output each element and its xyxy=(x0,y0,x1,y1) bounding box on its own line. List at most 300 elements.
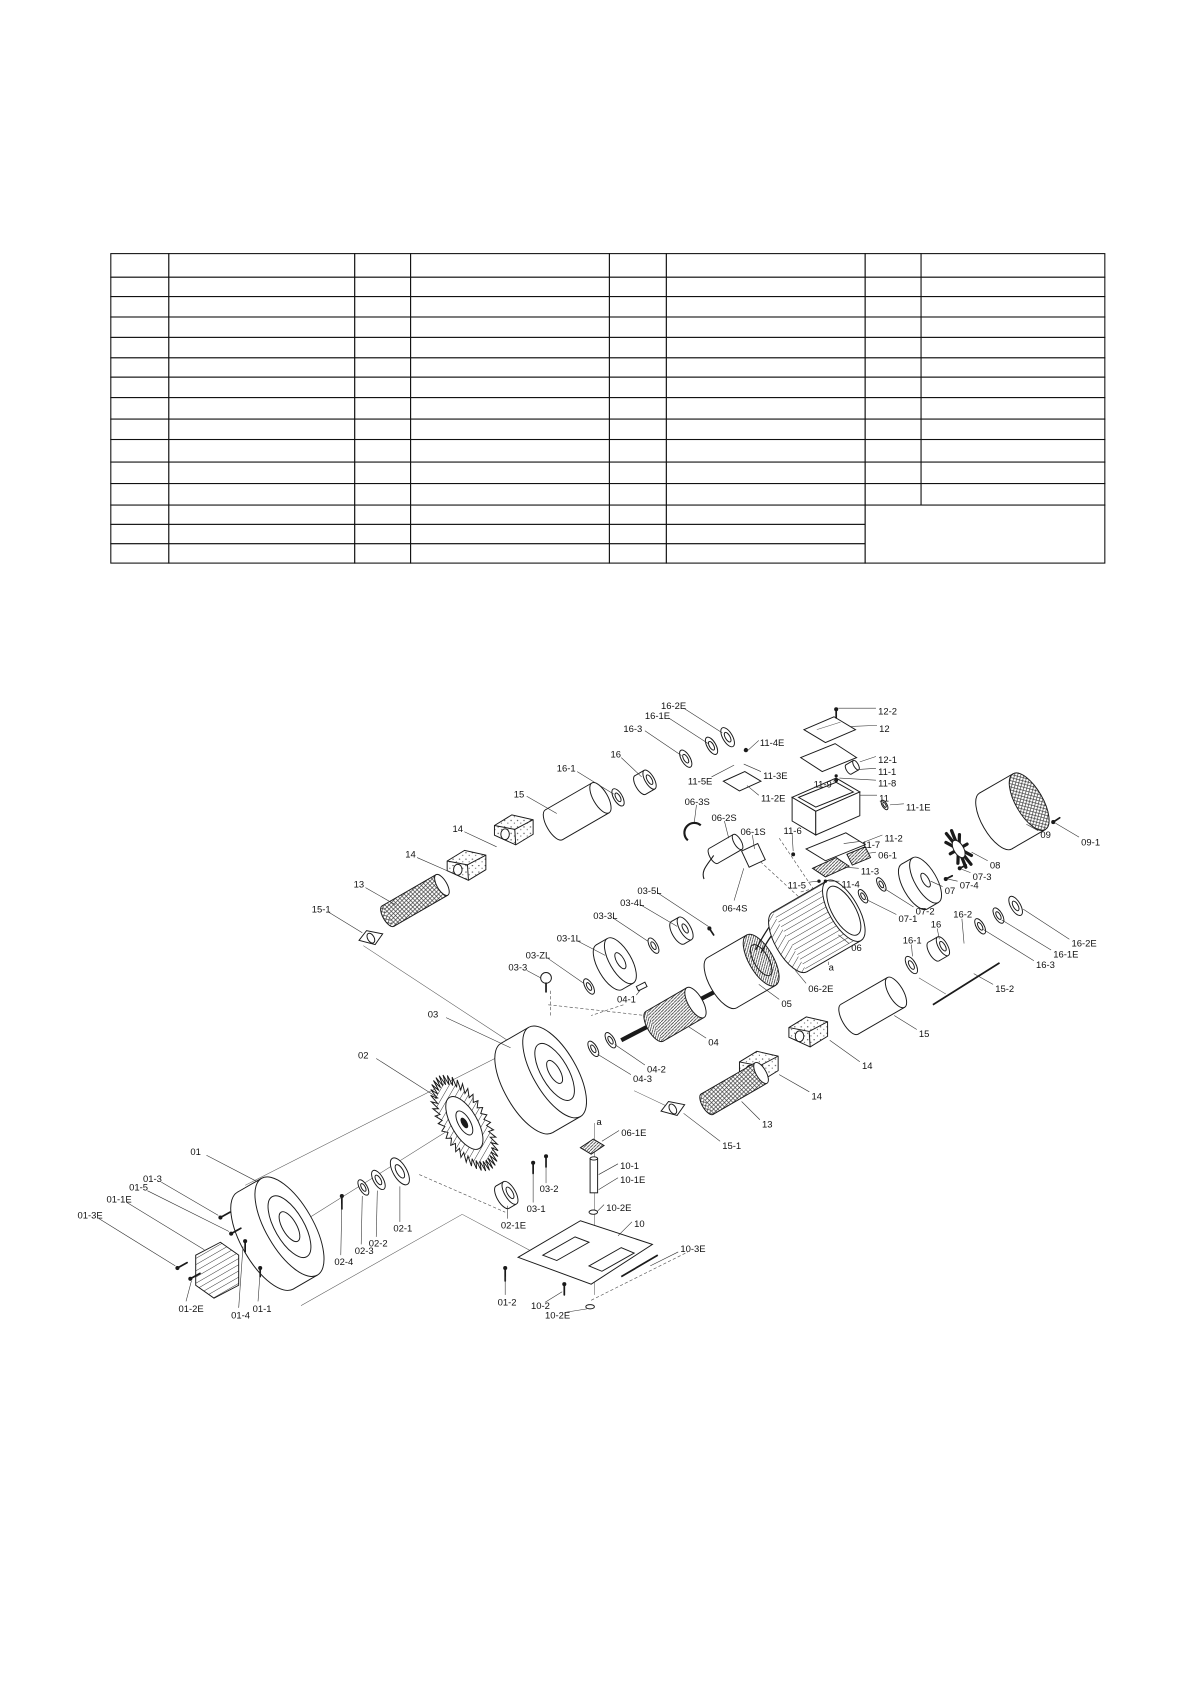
bearing xyxy=(667,915,697,947)
silencer-pipe-lower xyxy=(835,974,911,1038)
leader-line xyxy=(744,764,761,772)
callout-label: 11-2 xyxy=(884,833,903,845)
leader-line xyxy=(127,1202,204,1249)
leader-line xyxy=(839,778,876,780)
table-cell xyxy=(411,317,610,337)
callout-label: 14 xyxy=(452,823,464,835)
table-cell xyxy=(111,297,169,317)
leader-line xyxy=(147,1191,229,1232)
cover-screw-head xyxy=(243,1239,247,1243)
lid-screw xyxy=(834,707,838,718)
table-cell xyxy=(411,377,610,397)
table-cell xyxy=(921,377,1105,397)
table-cell xyxy=(921,398,1105,419)
capacitor-clamp xyxy=(684,823,700,840)
callout-label: 03-3 xyxy=(508,962,528,974)
seal-ring xyxy=(581,977,596,996)
table-cell xyxy=(666,524,865,543)
leader-line xyxy=(845,867,859,868)
table-cell xyxy=(169,524,355,543)
guide-line xyxy=(363,946,513,1045)
table-cell xyxy=(111,505,169,524)
fan-screw-head xyxy=(958,866,962,870)
callout-label: 10-1E xyxy=(620,1175,646,1187)
table-cell xyxy=(169,505,355,524)
callout-label: 14 xyxy=(861,1061,873,1073)
cover-screw-head xyxy=(188,1277,192,1281)
callout-label: 16-2E xyxy=(661,701,687,713)
table-cell xyxy=(111,398,169,419)
silencer-block-upper-port xyxy=(454,864,463,875)
bearing-ring xyxy=(646,936,661,955)
support-rod-top xyxy=(590,1157,598,1160)
table-cell xyxy=(411,337,610,357)
fan-cover-screw-head xyxy=(1051,820,1055,824)
table-cell xyxy=(921,462,1105,483)
callout-label: 11-2E xyxy=(760,793,786,805)
callout-label: 11 xyxy=(879,793,889,805)
table-cell xyxy=(169,484,355,505)
callout-label: 15-2 xyxy=(995,983,1015,995)
table-cell xyxy=(666,484,865,505)
callout-label: 06-4S xyxy=(722,903,748,915)
impeller-screw-head xyxy=(340,1194,344,1198)
leader-line xyxy=(548,959,583,984)
pipe-cap xyxy=(1006,894,1025,917)
leader-line xyxy=(365,888,395,905)
table-cell xyxy=(666,297,865,317)
callout-label: 11-3E xyxy=(763,771,788,783)
leader-line xyxy=(341,1204,342,1256)
terminal-screw xyxy=(791,852,795,856)
table-header-cell xyxy=(111,254,169,278)
leader-line xyxy=(598,1205,604,1211)
table-cell xyxy=(411,419,610,439)
leader-line xyxy=(851,725,877,726)
callout-label: 06-1 xyxy=(878,850,897,862)
base-screw-head xyxy=(562,1282,566,1286)
silencer-block-lower-outline xyxy=(789,1017,828,1047)
cover-screw-head xyxy=(229,1232,233,1236)
guide-line xyxy=(301,1214,462,1305)
callout-label: 06 xyxy=(851,943,862,955)
callout-label: 03-2 xyxy=(539,1183,559,1195)
leader-line xyxy=(621,758,641,777)
table-cell xyxy=(355,544,411,563)
capacitor-bracket xyxy=(742,844,766,868)
leader-line xyxy=(618,1222,632,1236)
table-cell xyxy=(411,544,610,563)
leader-line xyxy=(868,852,876,853)
callout-label: 07-2 xyxy=(915,906,935,918)
table-cell xyxy=(355,398,411,419)
leader-line xyxy=(669,718,709,744)
callout-label: 01-4 xyxy=(231,1310,251,1322)
lock-ring xyxy=(356,1178,371,1197)
silencer-block-lower xyxy=(789,1017,828,1047)
callout-label: 14 xyxy=(811,1091,822,1103)
leader-line xyxy=(186,1281,191,1301)
table-cell xyxy=(921,277,1105,296)
stator xyxy=(697,929,786,1014)
bearing-screw-head xyxy=(707,926,711,930)
table-cell xyxy=(355,419,411,439)
callout-label: 10-1 xyxy=(620,1161,640,1173)
pipe-nipple xyxy=(631,768,659,796)
leader-line xyxy=(859,768,876,769)
callout-label: 16-1E xyxy=(1053,949,1079,961)
table-cell xyxy=(355,317,411,337)
table-cell xyxy=(411,297,610,317)
table-cell xyxy=(169,297,355,317)
table-cell xyxy=(169,462,355,483)
leader-line xyxy=(808,881,818,882)
leader-line xyxy=(830,1040,860,1061)
leader-line xyxy=(866,899,896,914)
callout-label: 11-1E xyxy=(906,802,931,814)
leader-line xyxy=(684,708,723,733)
callout-label: 11-8 xyxy=(878,778,897,790)
cover-screw-head xyxy=(175,1266,179,1270)
leader-line xyxy=(890,804,904,805)
parts-list-table xyxy=(111,254,1105,563)
cover-screw xyxy=(218,1212,230,1219)
callout-label: 03-5L xyxy=(637,886,662,898)
pipe-seal xyxy=(703,735,720,756)
callout-label: 01-2E xyxy=(178,1304,204,1316)
shaft-ring xyxy=(603,1031,618,1050)
callout-label: 15-1 xyxy=(311,904,331,916)
callout-label: 03-1L xyxy=(556,933,581,945)
support-rod xyxy=(590,1158,598,1192)
washer xyxy=(386,1155,413,1188)
callout-label: 16-2E xyxy=(1071,938,1097,950)
table-cell xyxy=(355,462,411,483)
table-header-cell xyxy=(865,254,921,278)
callout-label: 12 xyxy=(879,723,890,735)
leader-line xyxy=(527,970,541,978)
leader-line xyxy=(527,796,557,813)
callout-label: 11-6 xyxy=(783,825,802,837)
callout-label: 01-1E xyxy=(106,1194,132,1206)
silencer-block-upper-port xyxy=(501,829,510,840)
table-cell xyxy=(411,440,610,463)
table-cell xyxy=(111,440,169,463)
spacer-ring xyxy=(369,1168,388,1191)
table-cell xyxy=(865,398,921,419)
callout-label: 16-3 xyxy=(1036,960,1055,972)
table-cell xyxy=(666,317,865,337)
callout-label: 03 xyxy=(427,1009,439,1021)
callout-label: 02-1 xyxy=(393,1223,413,1235)
bearing-seat xyxy=(491,1179,521,1211)
callout-label: 15 xyxy=(918,1029,930,1041)
end-shield xyxy=(892,852,948,914)
table-cell xyxy=(865,297,921,317)
table-cell xyxy=(411,484,610,505)
callout-label: 13 xyxy=(762,1119,773,1131)
leader-line xyxy=(641,905,678,926)
table-cell xyxy=(355,484,411,505)
callout-label: 03-3L xyxy=(593,910,618,922)
table-cell xyxy=(666,419,865,439)
silencer-block-lower-port xyxy=(795,1031,804,1042)
impeller xyxy=(417,1065,511,1181)
table-cell xyxy=(865,440,921,463)
callout-label: 03-4L xyxy=(620,897,645,909)
table-cell xyxy=(609,358,666,377)
terminal-washer xyxy=(824,879,827,882)
silencer-block-upper-outline xyxy=(447,850,486,880)
callout-label: 16-1 xyxy=(556,763,576,775)
callout-label: 07-1 xyxy=(898,914,918,926)
callout-label: 10 xyxy=(634,1219,645,1231)
table-header-cell xyxy=(355,254,411,278)
callout-label: 15 xyxy=(513,789,525,801)
callout-label: 06-2S xyxy=(711,813,737,825)
table-cell xyxy=(169,544,355,563)
callout-label: 04-1 xyxy=(616,994,636,1006)
table-cell xyxy=(111,524,169,543)
cooling-fan xyxy=(941,827,977,870)
callout-label: 02 xyxy=(357,1050,369,1062)
box-base-plate xyxy=(723,772,761,791)
callout-label: 08 xyxy=(989,860,1001,872)
callout-label: 16-1 xyxy=(902,935,922,947)
silencer-block-upper-outline xyxy=(494,815,533,845)
callout-label: 07-4 xyxy=(959,880,979,892)
leader-line xyxy=(602,1130,619,1141)
leader-line xyxy=(983,930,1034,961)
housing-screw xyxy=(544,1154,548,1167)
table-cell xyxy=(865,317,921,337)
capacitor xyxy=(706,833,745,865)
pipe-ring xyxy=(903,954,920,975)
table-cell xyxy=(609,398,666,419)
box-screw xyxy=(744,748,748,752)
table-cell xyxy=(411,462,610,483)
callout-label: 03-ZL xyxy=(525,950,551,962)
leader-line xyxy=(712,765,735,777)
guide-line xyxy=(419,1175,505,1213)
table-cell xyxy=(111,337,169,357)
table-cell xyxy=(111,277,169,296)
callout-label: 16 xyxy=(610,749,622,761)
table-cell xyxy=(355,524,411,543)
base-washer xyxy=(586,1305,595,1309)
table-cell xyxy=(609,337,666,357)
leader-line xyxy=(161,1182,218,1215)
callout-label: 15-1 xyxy=(722,1140,742,1152)
callout-label: 01 xyxy=(190,1147,201,1159)
callout-label: 14 xyxy=(405,849,416,861)
callout-label: 02-4 xyxy=(334,1256,354,1268)
leader-line xyxy=(329,912,362,932)
table-cell xyxy=(111,317,169,337)
callout-label: 01-2 xyxy=(497,1297,517,1309)
table-cell xyxy=(609,440,666,463)
table-cell xyxy=(169,358,355,377)
leader-line xyxy=(599,1178,618,1190)
callout-label: 06-1E xyxy=(621,1127,647,1139)
callout-label: a xyxy=(828,962,834,974)
ground-washer xyxy=(835,774,838,777)
leader-line xyxy=(239,1247,243,1308)
pipe-adapter xyxy=(677,748,694,769)
callout-label: 06-2E xyxy=(808,983,834,995)
shaft-seal xyxy=(586,1039,601,1058)
table-cell xyxy=(411,505,610,524)
table-header-cell xyxy=(169,254,355,278)
leader-line xyxy=(417,858,451,873)
table-cell xyxy=(411,398,610,419)
table-cell xyxy=(169,419,355,439)
table-cell xyxy=(609,524,666,543)
table-cell xyxy=(169,398,355,419)
callout-label: 07 xyxy=(944,886,956,898)
leader-line xyxy=(361,1196,362,1244)
leader-line xyxy=(599,1164,618,1175)
table-cell xyxy=(666,398,865,419)
leader-line xyxy=(258,1271,260,1301)
callout-label: 05 xyxy=(781,998,792,1010)
table-cell xyxy=(111,358,169,377)
leader-line xyxy=(645,731,682,756)
callout-label: 02-2 xyxy=(368,1238,388,1250)
silencer-mesh-lower xyxy=(697,1060,771,1117)
table-cell xyxy=(666,505,865,524)
cover-screw-head xyxy=(258,1266,262,1270)
table-cell xyxy=(666,337,865,357)
table-cell xyxy=(666,544,865,563)
table-cell xyxy=(169,277,355,296)
eyebolt-ring xyxy=(541,973,552,984)
table-cell xyxy=(609,277,666,296)
table-cell xyxy=(355,505,411,524)
table-cell xyxy=(921,484,1105,505)
table-cell xyxy=(921,440,1105,463)
leader-line xyxy=(99,1219,175,1266)
table-cell xyxy=(865,337,921,357)
table-cell xyxy=(609,419,666,439)
silencer-pipe-upper xyxy=(539,779,615,843)
table-cell xyxy=(355,297,411,317)
table-cell xyxy=(169,440,355,463)
table-cell xyxy=(921,317,1105,337)
leader-line xyxy=(860,757,876,762)
table-cell xyxy=(609,317,666,337)
table-cell xyxy=(355,358,411,377)
table-cell xyxy=(355,377,411,397)
end-shield-screw-head xyxy=(944,877,948,881)
base-screw-head xyxy=(503,1266,507,1270)
table-cell xyxy=(111,544,169,563)
table-cell xyxy=(921,419,1105,439)
tie-rod xyxy=(933,963,1000,1005)
base-washer xyxy=(589,1210,598,1214)
callout-label: 12-2 xyxy=(878,706,897,718)
table-cell xyxy=(411,524,610,543)
silencer-mesh-upper xyxy=(378,872,452,929)
table-cell xyxy=(609,544,666,563)
callout-label: 10-2E xyxy=(606,1203,632,1215)
leader-line xyxy=(615,1045,645,1065)
callout-label: 02-1E xyxy=(500,1220,527,1232)
callout-label: 11-5E xyxy=(687,776,713,788)
table-cell xyxy=(355,337,411,357)
table-cell xyxy=(111,377,169,397)
shaft-key xyxy=(636,982,647,991)
table-cell xyxy=(921,358,1105,377)
leader-line xyxy=(779,1075,809,1092)
leader-line xyxy=(613,918,648,942)
leader-line xyxy=(684,1113,721,1141)
leader-line xyxy=(844,841,860,843)
silencer-flange-upper xyxy=(359,931,383,945)
pipe-adapter xyxy=(973,917,988,936)
callout-label: 16-3 xyxy=(623,723,643,735)
table-cell xyxy=(169,377,355,397)
callout-label: 16-1E xyxy=(644,710,671,722)
table-cell xyxy=(666,377,865,397)
leader-line xyxy=(1023,909,1069,939)
leader-line xyxy=(962,919,964,944)
table-merged-cell xyxy=(865,505,1105,563)
table-cell xyxy=(355,277,411,296)
callout-label: 07-3 xyxy=(972,872,992,884)
leader-line xyxy=(688,1026,706,1038)
pipe-seal xyxy=(991,906,1006,925)
callout-label: 13 xyxy=(353,879,365,891)
callout-label: 01-3E xyxy=(77,1210,103,1222)
leader-line xyxy=(206,1155,258,1182)
table-cell xyxy=(609,462,666,483)
leader-line xyxy=(376,1191,377,1237)
housing-screw xyxy=(531,1161,535,1174)
callout-label: 16 xyxy=(930,919,942,931)
table-cell xyxy=(666,358,865,377)
table-cell xyxy=(865,484,921,505)
rotor xyxy=(640,984,711,1045)
leader-line xyxy=(894,1016,917,1030)
callout-label: 11-4E xyxy=(759,737,785,749)
pipe-cap xyxy=(718,725,737,748)
fan-cover xyxy=(968,767,1057,856)
leader-line xyxy=(948,879,958,881)
terminal-board xyxy=(813,858,850,877)
cooling-fin-block xyxy=(196,1242,239,1298)
callout-label: 03-1 xyxy=(526,1204,546,1216)
callout-label: 06-1S xyxy=(740,826,766,838)
leader-line xyxy=(1055,823,1079,837)
table-cell xyxy=(355,440,411,463)
cover-screw-head xyxy=(218,1215,222,1219)
leader-line xyxy=(962,869,971,872)
table-cell xyxy=(111,462,169,483)
guide-line xyxy=(919,978,946,994)
callout-label: 11-1 xyxy=(878,766,897,778)
cover-screw xyxy=(175,1263,187,1270)
bearing-cover xyxy=(587,933,643,995)
leader-line xyxy=(974,974,993,985)
table-header-cell xyxy=(921,254,1105,278)
callout-label: 09-1 xyxy=(1081,837,1101,849)
leader-line xyxy=(747,786,759,796)
callout-label: 11-9 xyxy=(813,779,832,791)
callout-label: 16-2 xyxy=(953,909,973,921)
callout-label: 10-2 xyxy=(530,1300,550,1312)
leader-line xyxy=(598,1054,631,1074)
